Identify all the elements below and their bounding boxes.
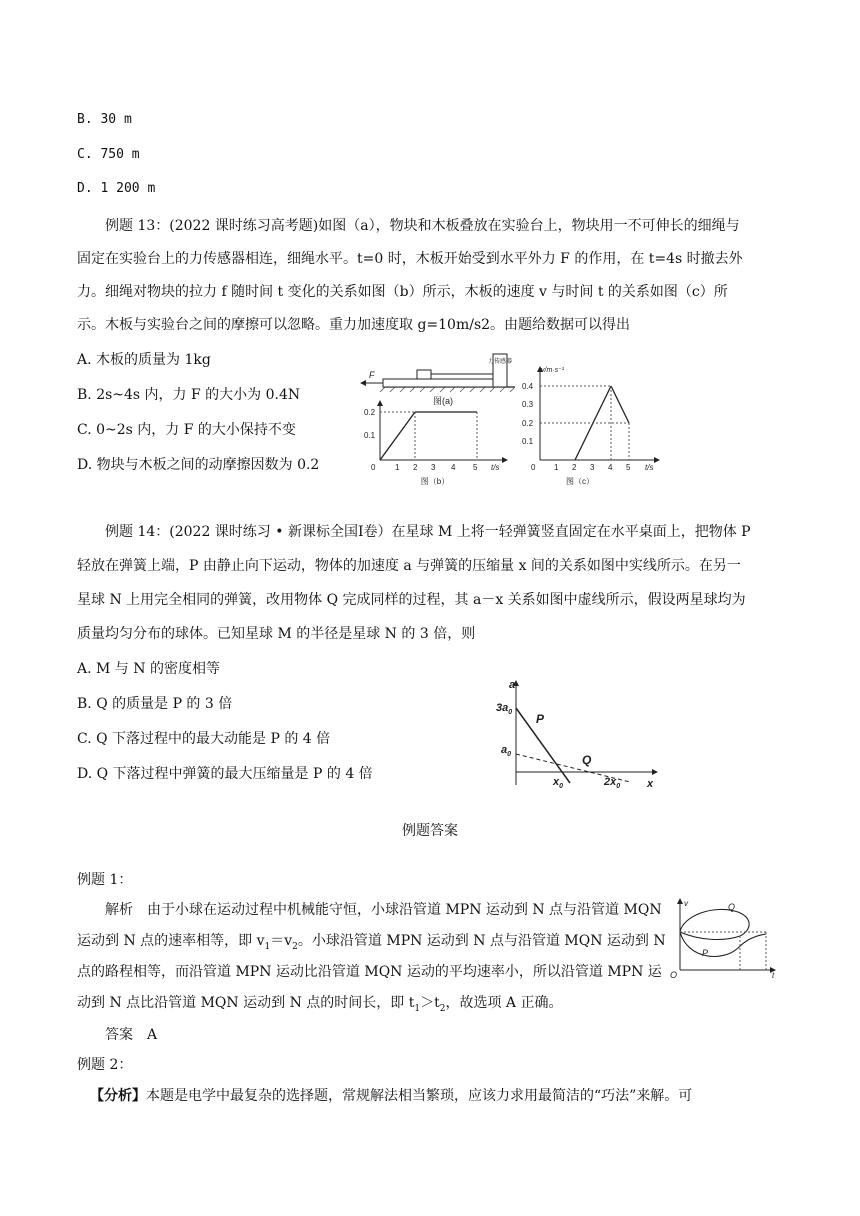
- answer-1-line-1: 解析 由于小球在运动过程中机械能守恒，小球沿管道 MPN 运动到 N 点与沿管道 MQN: [105, 902, 662, 918]
- q13-figure-c-xtick: 3: [590, 463, 595, 472]
- answer-1-figure-v: v: [684, 899, 688, 908]
- answer-2-label: 例题 2：: [77, 1057, 133, 1073]
- q14-option-a: A. M 与 N 的密度相等: [77, 661, 220, 677]
- q13-figure-c-ylabel: v/m·s⁻¹: [541, 367, 565, 374]
- q14-figure: [490, 675, 665, 795]
- answer-1-figure-o: O: [670, 970, 678, 978]
- q13-figure-a-caption: 图(a): [433, 396, 453, 406]
- q14-figure-label-3a0: $3a_0$: [496, 702, 513, 716]
- answer-1-label: 例题 1：: [77, 872, 133, 888]
- q14-option-c: C. Q 下落过程中的最大动能是 P 的 4 倍: [77, 731, 331, 747]
- q13-option-b: B. 2s~4s 内，力 F 的大小为 0.4N: [77, 387, 301, 403]
- answer-1-line-2: 运动到 N 点的速率相等，即 $v_1=v_2$。小球沿管道 MPN 运动到 N 点与沿管道 MQN 运动到 N: [77, 933, 666, 952]
- q13-figure-a: [355, 352, 520, 407]
- option-c-prev: C. 750 m: [77, 147, 140, 162]
- q13-figure-c-ytick: 0.2: [522, 419, 534, 428]
- q13-figure-c-xtick: 1: [554, 463, 559, 472]
- answer-1-figure-q: Q: [728, 902, 736, 912]
- q13-option-c: C. 0~2s 内，力 F 的大小保持不变: [77, 422, 296, 438]
- q14-figure-axis-a: a: [509, 679, 516, 691]
- q13-figure-b-caption: 图（b）: [420, 477, 450, 486]
- answer-1-figure: [668, 896, 783, 978]
- answer-1-result: 答案 A: [105, 1027, 158, 1043]
- q13-figure-c-ytick: 0.4: [522, 382, 534, 391]
- q14-stem-1: 例题 14：(2022 课时练习 • 新课标全国Ⅰ卷）在星球 M 上将一轻弹簧竖直固定在水平桌面上，把物体 P: [105, 524, 751, 540]
- q13-figure-b-xtick: 5: [473, 463, 478, 472]
- q13-figure-c-xtick: 5: [626, 463, 631, 472]
- q14-figure-label-x0: $x_0$: [553, 776, 564, 790]
- option-d-prev: D. 1 200 m: [77, 181, 156, 196]
- analysis-tag: 【分析】: [90, 1088, 146, 1104]
- q13-figure-b: [355, 400, 515, 488]
- q14-figure-label-q: Q: [582, 753, 592, 767]
- q13-figure-b-ytick: 0.2: [364, 408, 376, 417]
- q14-stem-2: 轻放在弹簧上端，P 由静止向下运动，物体的加速度 a 与弹簧的压缩量 x 间的关系如图中实线所示。在另一: [77, 558, 741, 574]
- q13-figure-c-xtick: 4: [608, 463, 613, 472]
- answer-1-figure-p: P: [702, 948, 709, 958]
- q13-figure-b-xtick: 3: [431, 463, 436, 472]
- q13-figure-c-xtick: 2: [572, 463, 577, 472]
- q14-figure-label-a0: $a_0$: [501, 744, 512, 758]
- q13-figure-a-sensor-label: 力传感器: [487, 359, 513, 365]
- q13-figure-b-xtick: 1: [395, 463, 400, 472]
- q13-figure-c-xtick: 0: [531, 463, 536, 472]
- q13-figure-c-xlabel: t/s: [645, 463, 654, 472]
- q13-figure-c-ytick: 0.1: [522, 437, 534, 446]
- q13-figure-b-xtick: 2: [413, 463, 418, 472]
- q13-stem-1: 例题 13：(2022 课时练习高考题)如图（a），物块和木板叠放在实验台上，物块用一不可伸长的细绳与: [105, 218, 740, 234]
- q14-stem-4: 质量均匀分布的球体。已知星球 M 的半径是星球 N 的 3 倍，则: [77, 626, 476, 642]
- q13-figure-b-ytick: 0.1: [364, 431, 376, 440]
- q13-stem-3: 力。细绳对物块的拉力 f 随时间 t 变化的关系如图（b）所示，木板的速度 v 与时间 t 的关系如图（c）所: [77, 284, 728, 300]
- q13-figure-b-xtick: 4: [451, 463, 456, 472]
- q13-stem-4: 示。木板与实验台之间的摩擦可以忽略。重力加速度取 g=10m/s2。由题给数据可以得出: [77, 317, 631, 333]
- q14-stem-3: 星球 N 上用完全相同的弹簧，改用物体 Q 完成同样的过程，其 a－x 关系如图中虚线所示，假设两星球均为: [77, 592, 746, 608]
- q13-figure-c-caption: 图（c）: [566, 477, 594, 486]
- q14-figure-axis-x: x: [647, 778, 654, 790]
- answer-2-analysis: 【分析】本题是电学中最复杂的选择题，常规解法相当繁琐，应该力求用最简洁的“巧法”来解。可: [90, 1088, 693, 1104]
- q13-figure-b-xlabel: t/s: [491, 463, 500, 472]
- option-b-prev: B. 30 m: [77, 112, 132, 127]
- q14-figure-label-2x0: $2x_0$: [604, 776, 621, 790]
- q13-option-a: A. 木板的质量为 1kg: [77, 352, 211, 368]
- q13-figure-c-ytick: 0.3: [522, 400, 534, 409]
- answers-heading: 例题答案: [402, 823, 458, 839]
- answer-1-line-3: 点的路程相等，而沿管道 MPN 运动比沿管道 MQN 运动的平均速率小，所以沿管道 MPN 运: [77, 964, 662, 980]
- answer-1-figure-t: t: [772, 971, 775, 978]
- q13-figure-c: [515, 362, 665, 488]
- q14-figure-label-p: P: [536, 712, 545, 726]
- q13-stem-2: 固定在实验台上的力传感器相连，细绳水平。t=0 时，木板开始受到水平外力 F 的作用，在 t=4s 时撤去外: [77, 251, 743, 267]
- q13-figure-b-xtick: 0: [371, 463, 376, 472]
- q14-option-b: B. Q 的质量是 P 的 3 倍: [77, 696, 233, 712]
- q14-option-d: D. Q 下落过程中弹簧的最大压缩量是 P 的 4 倍: [77, 766, 373, 782]
- answer-1-line-4: 动到 N 点比沿管道 MQN 运动到 N 点的时间长，即 $t_1>t_2$，故选项 A 正确。: [77, 995, 563, 1014]
- q13-option-d: D. 物块与木板之间的动摩擦因数为 0.2: [77, 457, 320, 473]
- q13-figure-a-force-label: F: [369, 370, 375, 380]
